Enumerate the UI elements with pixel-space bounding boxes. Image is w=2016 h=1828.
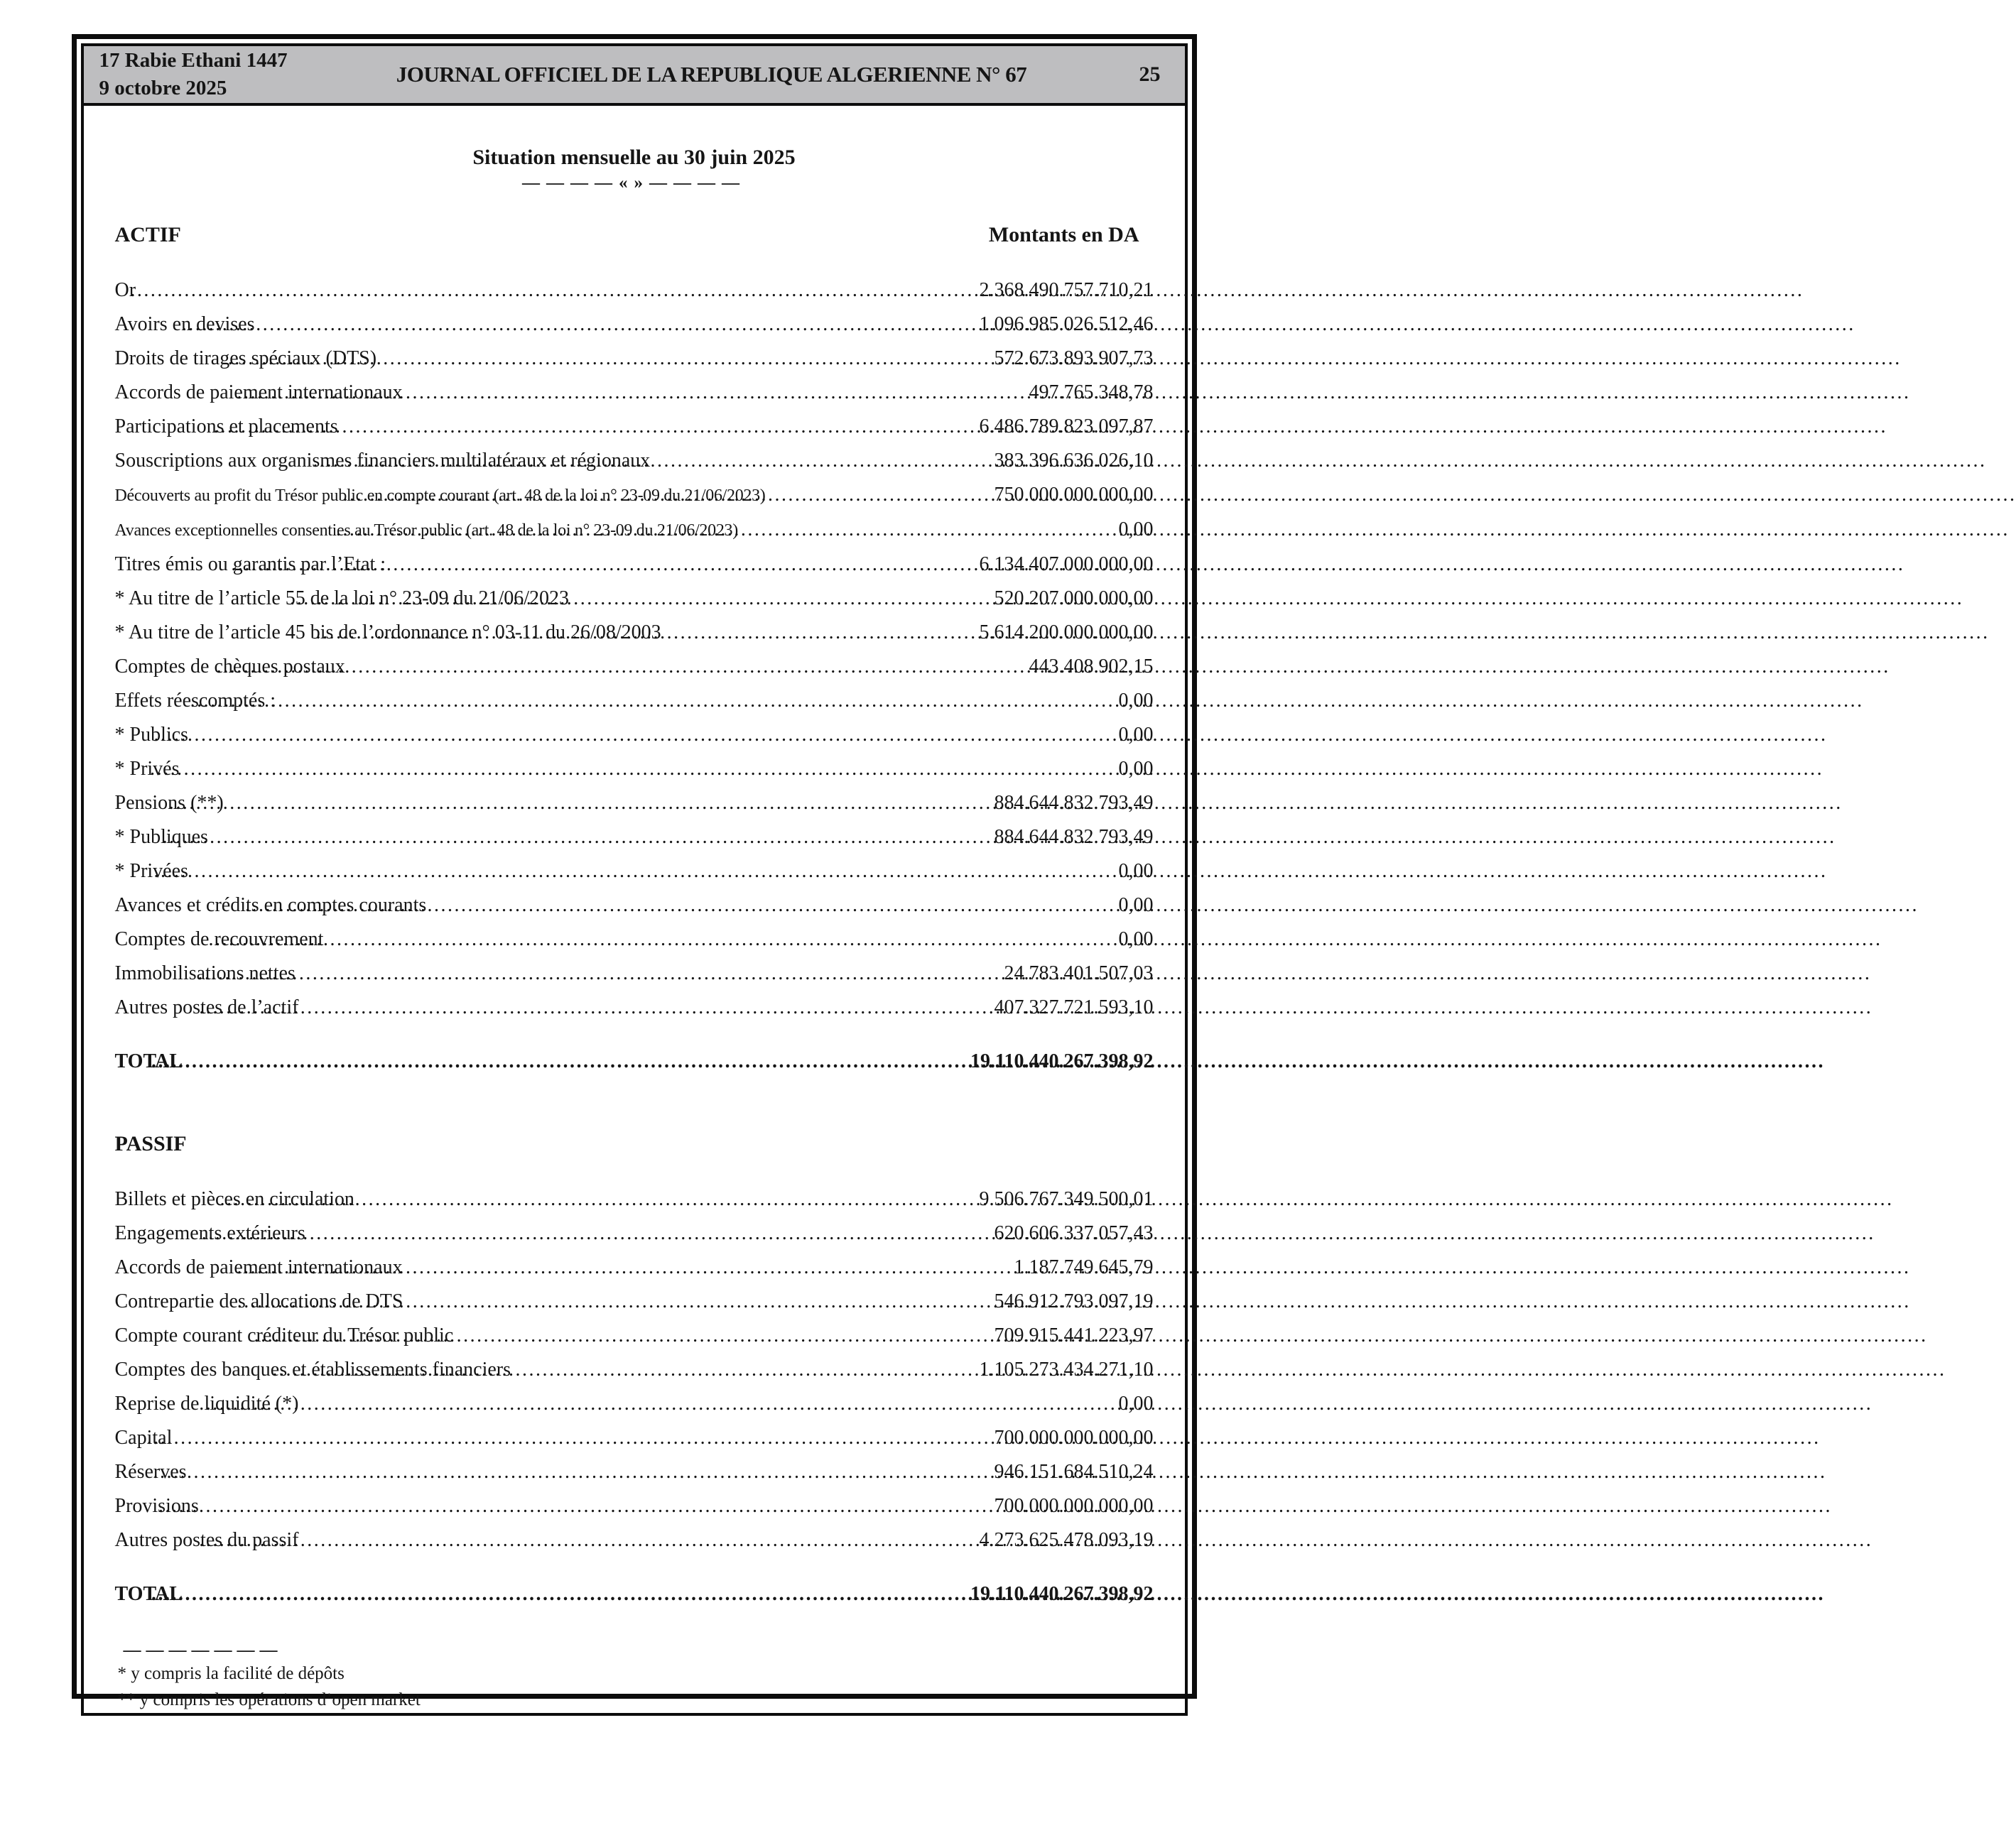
ledger-row [115,588,1154,609]
dot-leader [272,1359,914,1381]
ledger-row [115,348,1154,369]
row-label: Autres postes de l’actif [114,996,299,1018]
row-label: Avoirs en devises [114,313,255,335]
dot-leader [237,1257,915,1278]
row-label: Capital [114,1427,173,1449]
header-date-hijri: 17 Rabie Ethani 1447 [99,49,288,72]
row-amount: 750.000.000.000,00 [994,484,1154,506]
footnote-open-market: ** y compris les opérations d’open market [117,1690,421,1709]
ledger-row [115,656,1154,678]
dot-leader [336,519,915,540]
dot-leader [290,588,914,609]
row-label: Droits de tirages spéciaux (DTS) [114,347,377,369]
row-label: Reprise de liquidité (*) [114,1393,299,1415]
row-amount: 700.000.000.000,00 [994,1427,1154,1449]
page-header [81,43,1188,106]
footnote-deposit-facility: * y compris la facilité de dépôts [117,1664,345,1683]
dot-leader [231,554,914,575]
row-amount: 24.783.401.507,03 [1004,962,1154,984]
row-amount: 0,00 [1118,860,1154,882]
row-label: Effets réescomptés : [114,690,276,712]
row-label: Provisions [114,1495,199,1517]
row-label: Accords de paiement internationaux [114,1256,403,1278]
passif-rows [115,1189,1154,1551]
row-amount: 884.644.832.793,49 [994,826,1154,848]
actif-heading: ACTIF [114,223,181,246]
row-amount: 9.506.767.349.500,01 [979,1188,1154,1210]
dot-leader [220,1189,915,1210]
journal-page [72,34,1197,1709]
row-amount: 5.614.200.000.000,00 [979,621,1154,643]
row-label: Participations et placements [114,415,338,437]
row-label: Découverts au profit du Trésor public en compte courant (art. 48 de la loi n° 23-09 du 21/06/2023) [114,486,766,505]
passif-total-label: TOTAL [114,1583,183,1605]
ledger-row [115,963,1154,984]
ledger-row [115,895,1154,916]
row-amount: 620.606.337.057,43 [994,1222,1154,1244]
row-amount: 0,00 [1118,894,1154,916]
dot-leader [217,656,915,678]
ledger-row [115,519,1154,541]
row-amount: 709.915.441.223,97 [994,1324,1154,1346]
dot-leader [190,690,915,712]
dot-leader [245,895,914,916]
row-label: * Publics [114,724,188,746]
dot-leader [313,450,914,472]
dot-leader [153,1462,914,1483]
ledger-row [115,484,1154,506]
footnote-separator: ——————— [123,1641,283,1660]
ledger-row [115,724,1154,746]
row-label: Immobilisations nettes [114,962,296,984]
row-amount: 443.408.902,15 [1029,655,1154,678]
row-label: * Privées [114,860,188,882]
row-label: * Privés [114,758,180,780]
row-amount: 884.644.832.793,49 [994,792,1154,814]
row-label: * Au titre de l’article 55 de la loi n° 23-09 du 21/06/2023 [114,587,570,609]
dot-leader [147,1427,915,1449]
dot-leader [237,382,915,403]
ledger-row [115,1462,1154,1483]
dot-leader [130,280,914,301]
document-title: Situation mensuelle au 30 juin 2025 [472,146,796,169]
passif-heading: PASSIF [114,1132,187,1155]
ledger-row [115,1427,1154,1449]
row-label: Avances exceptionnelles consenties au Trésor public (art. 48 de la loi n° 23-09 du 21/06/2023) [114,521,738,540]
dot-leader [202,1223,915,1244]
actif-rows [115,280,1154,1018]
dot-leader [182,314,915,335]
row-label: Réserves [114,1461,187,1483]
row-amount: 2.368.490.757.710,21 [979,279,1154,301]
ledger-row [115,861,1154,882]
ledger-row [115,929,1154,950]
dot-leader [237,1291,915,1312]
ledger-row [115,1530,1154,1551]
row-label: Contrepartie des allocations de DTS [114,1290,403,1312]
dot-leader [316,622,915,643]
row-amount: 6.486.789.823.097,87 [979,415,1154,437]
dot-leader [154,861,915,882]
dot-leader [158,1496,915,1517]
ledger-row [115,622,1154,643]
actif-total-label: TOTAL [114,1050,183,1072]
ledger-row [115,450,1154,472]
page-number: 25 [1139,62,1161,86]
row-amount: 520.207.000.000,00 [994,587,1154,609]
row-label: Engagements extérieurs [114,1222,305,1244]
row-amount: 0,00 [1118,518,1154,540]
dot-leader [151,1051,914,1072]
row-label: Accords de paiement internationaux [114,381,403,403]
header-date-gregorian: 9 octobre 2025 [99,77,227,99]
ledger-row [115,1189,1154,1210]
dot-leader [197,963,914,984]
row-amount: 0,00 [1118,690,1154,712]
dot-leader [214,416,914,437]
row-label: Billets et pièces en circulation [114,1188,354,1210]
dot-leader [150,758,914,780]
row-label: Avances et crédits en comptes courants [114,894,427,916]
row-amount: 0,00 [1118,724,1154,746]
row-amount: 946.151.684.510,24 [994,1461,1154,1483]
passif-total-amount: 19.110.440.267.398,92 [970,1583,1154,1605]
row-amount: 0,00 [1118,928,1154,950]
row-label: Comptes de recouvrement [114,928,324,950]
dot-leader [228,348,915,369]
row-label: Autres postes du passif [114,1529,299,1551]
row-amount: 4.273.625.478.093,19 [979,1529,1154,1551]
row-amount: 546.912.793.097,19 [994,1290,1154,1312]
row-label: Comptes de chèques postaux [114,655,345,678]
row-label: Comptes des banques et établissements financiers [114,1359,511,1381]
dot-leader [209,929,915,950]
row-amount: 383.396.636.026,10 [994,450,1154,472]
ledger-row [115,793,1154,814]
balance-sheet [81,106,1188,1716]
row-label: Pensions (**) [114,792,224,814]
ledger-row [115,1393,1154,1415]
ledger-row [115,280,1154,301]
ledger-row [115,554,1154,575]
row-amount: 1.187.749.645,79 [1014,1256,1154,1278]
row-label: Titres émis ou garantis par l’Etat : [114,553,386,575]
dot-leader [199,1393,914,1415]
row-amount: 497.765.348,78 [1029,381,1154,403]
ledger-row [115,1359,1154,1381]
ledger-row [115,690,1154,712]
row-amount: 1.096.985.026.512,46 [979,313,1154,335]
ledger-row [115,1291,1154,1312]
ledger-row [115,416,1154,437]
amounts-column-header: Montants en DA [988,223,1139,246]
row-amount: 407.327.721.593,10 [994,996,1154,1018]
ledger-row [115,1325,1154,1346]
ledger-row [115,1496,1154,1517]
actif-total-amount: 19.110.440.267.398,92 [970,1050,1154,1072]
ledger-row [115,314,1154,335]
dot-leader [199,997,914,1018]
row-amount: 6.134.407.000.000,00 [979,553,1154,575]
row-amount: 1.105.273.434.271,10 [979,1359,1154,1381]
row-amount: 0,00 [1118,1393,1154,1415]
row-label: Compte courant créditeur du Trésor public [114,1324,454,1346]
row-label: * Publiques [114,826,208,848]
row-label: * Au titre de l’article 45 bis de l’ordonnance n° 03-11 du 26/08/2003 [114,621,661,643]
ledger-row [115,1257,1154,1278]
row-amount: 572.673.893.907,73 [994,347,1154,369]
ledger-row [115,1223,1154,1244]
actif-total-row [115,1051,1154,1072]
dot-leader [151,1584,914,1605]
ledger-row [115,382,1154,403]
ledger-row [115,997,1154,1018]
ledger-row [115,827,1154,848]
row-label: Or [114,279,136,301]
dot-leader [163,827,915,848]
dot-leader [254,1325,915,1346]
header-dates [84,47,348,102]
dot-leader [154,724,915,746]
ledger-row [115,758,1154,780]
passif-total-row [115,1584,1154,1605]
journal-title: JOURNAL OFFICIEL DE LA REPUBLIQUE ALGERIENNE N° 67 [396,62,1027,87]
dot-leader [169,793,915,814]
actif-section-head [115,223,1154,247]
row-amount: 700.000.000.000,00 [994,1495,1154,1517]
row-label: Souscriptions aux organismes financiers multilatéraux et régionaux [114,450,651,472]
dot-leader [342,484,914,506]
title-separator: ————«»———— [522,173,746,192]
dot-leader [199,1530,914,1551]
row-amount: 0,00 [1118,758,1154,780]
